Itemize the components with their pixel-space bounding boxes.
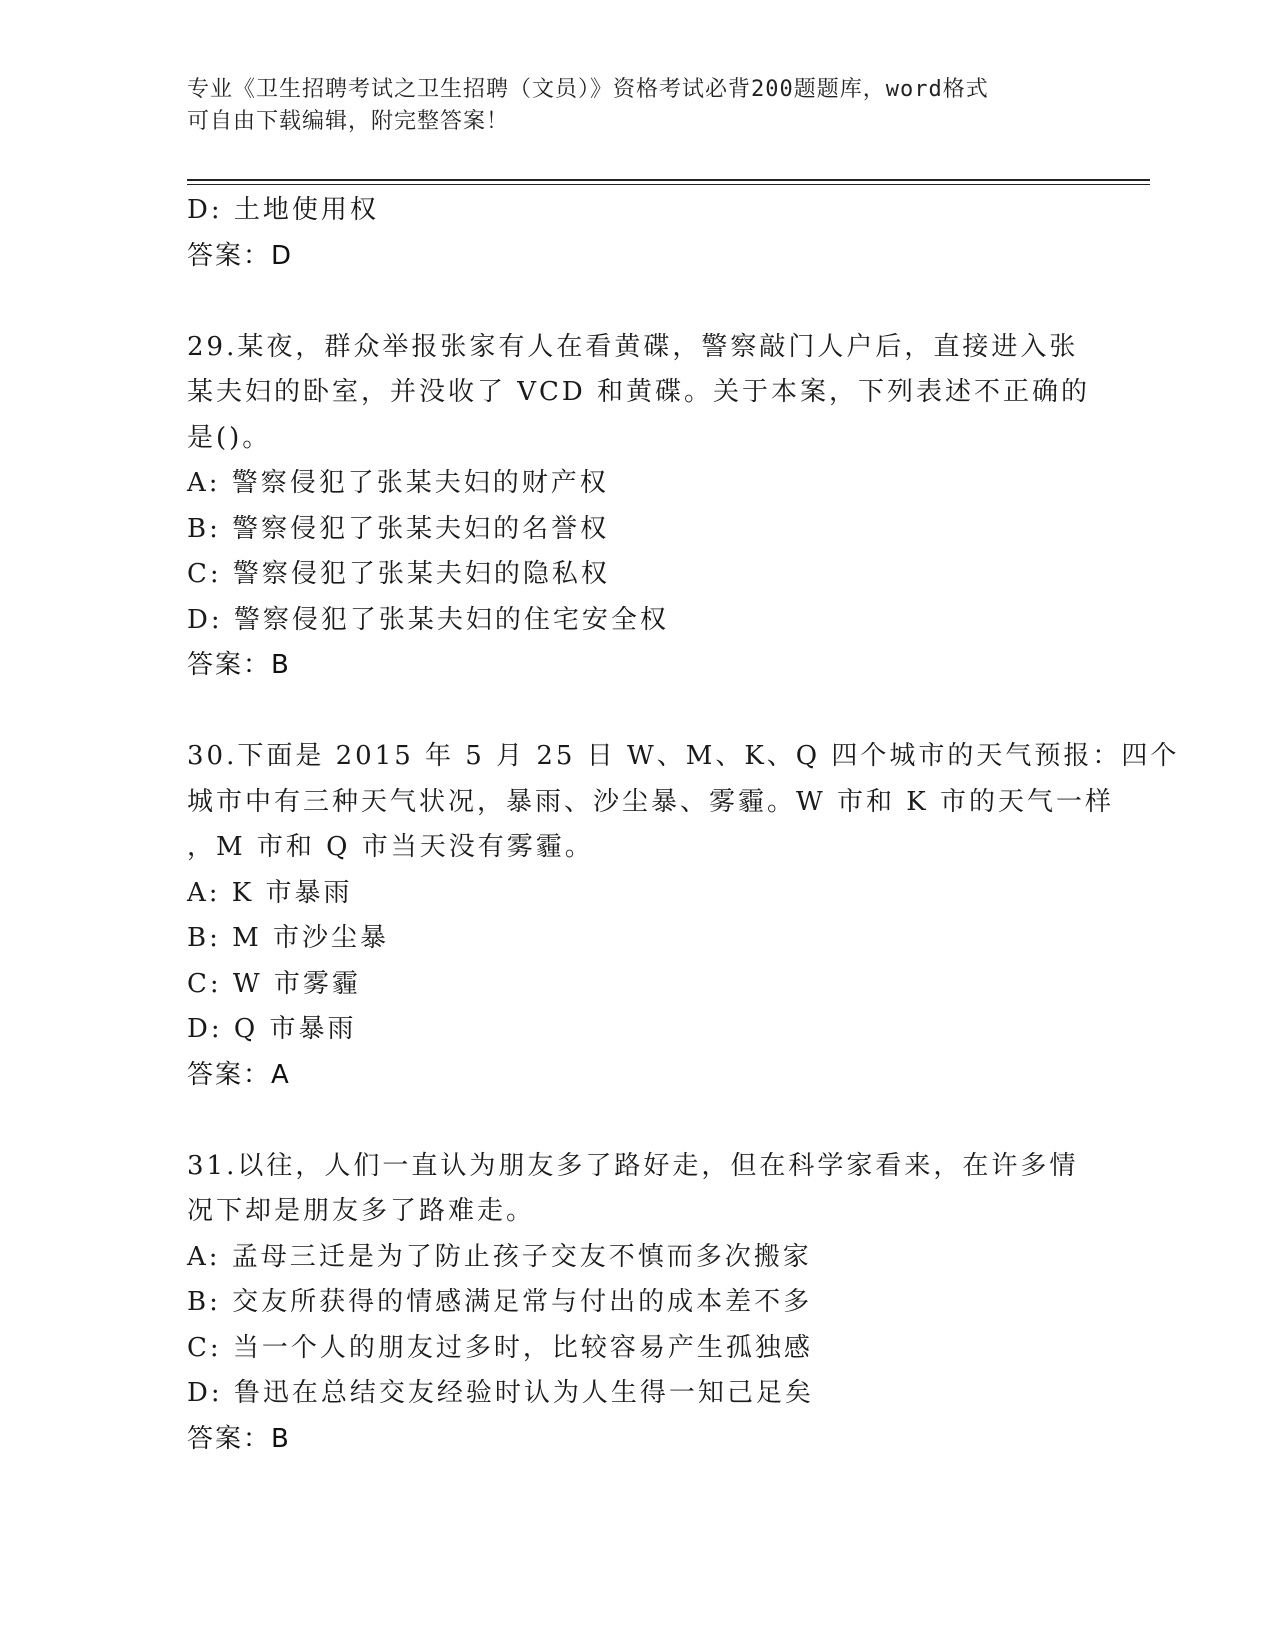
question-stem-line: 29.某夜，群众举报张家有人在看黄碟，警察敲门人户后，直接进入张 xyxy=(187,331,1079,362)
option-c: C: 当一个人的朋友过多时，比较容易产生孤独感 xyxy=(187,1332,813,1363)
option-a: A: 孟母三迁是为了防止孩子交友不慎而多次搬家 xyxy=(187,1241,812,1272)
question-content xyxy=(187,188,1180,1462)
option-b: B: M 市沙尘暴 xyxy=(187,923,390,953)
prev-answer: 答案：D xyxy=(187,240,294,271)
header-line-2: 可自由下载编辑，附完整答案！ xyxy=(187,109,510,134)
option-c: C: W 市雾霾 xyxy=(187,968,361,999)
header-line-1: 专业《卫生招聘考试之卫生招聘（文员）》资格考试必背200题题库，word格式 xyxy=(187,77,989,102)
option-d: D: Q 市暴雨 xyxy=(187,1014,357,1044)
prev-option-d: D: 土地使用权 xyxy=(187,195,379,225)
option-c: C: 警察侵犯了张某夫妇的隐私权 xyxy=(187,559,610,589)
header-divider-thin xyxy=(187,184,1150,185)
question-stem-line: 30.下面是 2015 年 5 月 25 日 W、M、K、Q 四个城市的天气预报：四个 xyxy=(187,741,1180,771)
spacer xyxy=(187,279,1087,325)
question-29 xyxy=(187,325,1091,689)
question-stem-line: 某夫妇的卧室，并没收了 VCD 和黄碟。关于本案，下列表述不正确的 xyxy=(187,377,1091,407)
question-stem-line: 31.以往，人们一直认为朋友多了路好走，但在科学家看来，在许多情 xyxy=(187,1150,1079,1181)
option-a: A: K 市暴雨 xyxy=(187,877,353,908)
option-b: B: 警察侵犯了张某夫妇的名誉权 xyxy=(187,513,610,544)
option-b: B: 交友所获得的情感满足常与付出的成本差不多 xyxy=(187,1287,813,1317)
option-a: A: 警察侵犯了张某夫妇的财产权 xyxy=(187,468,609,498)
question-30 xyxy=(187,734,1180,1098)
option-d: D: 警察侵犯了张某夫妇的住宅安全权 xyxy=(187,604,669,635)
question-31 xyxy=(187,1144,1087,1463)
page-header xyxy=(187,74,1087,138)
question-stem-line: 况下却是朋友多了路难走。 xyxy=(187,1196,536,1226)
spacer xyxy=(187,1098,1087,1144)
question-stem-line: 是()。 xyxy=(187,422,272,453)
question-stem-line: 城市中有三种天气状况，暴雨、沙尘暴、雾霾。W 市和 K 市的天气一样 xyxy=(187,786,1114,817)
spacer xyxy=(187,689,1087,735)
header-divider-thick xyxy=(187,179,1150,181)
question-stem-line: ，M 市和 Q 市当天没有雾霾。 xyxy=(187,832,594,862)
answer-line: 答案：B xyxy=(187,650,291,680)
answer-line: 答案：A xyxy=(187,1059,291,1090)
option-d: D: 鲁迅在总结交友经验时认为人生得一知己足矣 xyxy=(187,1378,814,1408)
answer-line: 答案：B xyxy=(187,1423,291,1454)
